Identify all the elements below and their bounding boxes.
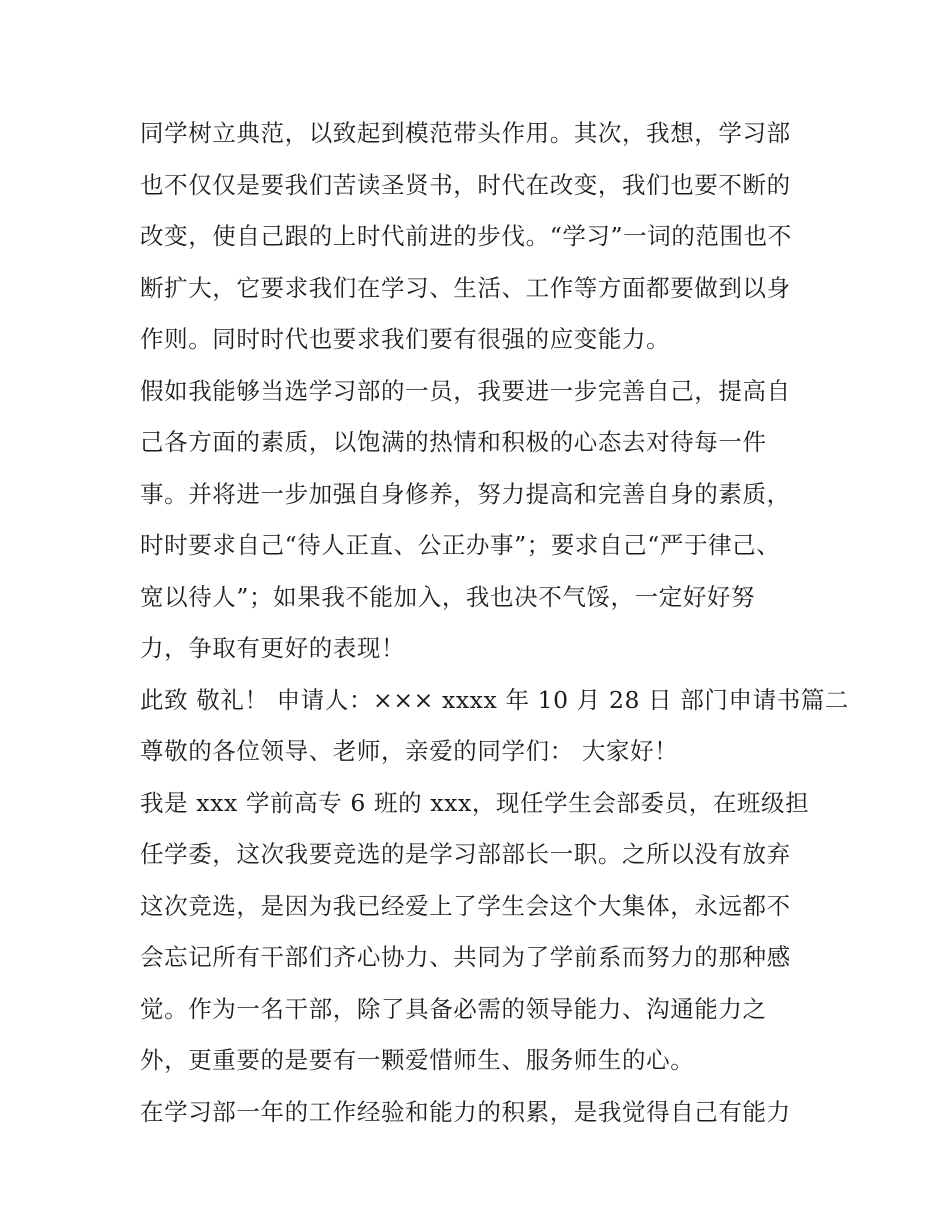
text-line: 同学树立典范，以致起到模范带头作用。其次，我想，学习部 xyxy=(140,119,791,147)
text-line: 觉。作为一名干部，除了具备必需的领导能力、沟通能力之 xyxy=(140,994,767,1023)
text-line: 尊敬的各位领导、老师，亲爱的同学们： 大家好！ xyxy=(140,737,679,765)
text-line: 宽以待人”；如果我不能加入，我也决不气馁，一定好好努 xyxy=(140,582,756,611)
text-line: 假如我能够当选学习部的一员，我要进一步完善自己，提高自 xyxy=(140,376,791,405)
text-line: 己各方面的素质，以饱满的热情和积极的心态去对待每一件 xyxy=(140,428,767,456)
text-line: 事。并将进一步加强自身修养，努力提高和完善自身的素质， xyxy=(140,479,791,508)
text-line: 断扩大，它要求我们在学习、生活、工作等方面都要做到以身 xyxy=(140,273,791,302)
text-line: 任学委，这次我要竞选的是学习部部长一职。之所以没有放弃 xyxy=(140,840,791,868)
text-line: 改变，使自己跟的上时代前进的步伐。“学习”一词的范围也不 xyxy=(140,222,792,250)
text-line: 这次竞选，是因为我已经爱上了学生会这个大集体，永远都不 xyxy=(140,891,791,920)
text-line: 作则。同时时代也要求我们要有很强的应变能力。 xyxy=(140,325,671,353)
text-line: 外，更重要的是要有一颗爱惜师生、服务师生的心。 xyxy=(140,1046,695,1074)
document-body xyxy=(140,108,850,1138)
text-line: 我是 xxx 学前高专 6 班的 xxx，现任学生会部委员，在班级担 xyxy=(140,788,810,817)
text-line: 力，争取有更好的表现！ xyxy=(140,634,406,662)
text-line: 此致 敬礼！ 申请人：××× xxxx 年 10 月 28 日 部门申请书篇二 xyxy=(140,685,850,714)
text-line: 在学习部一年的工作经验和能力的积累，是我觉得自己有能力 xyxy=(140,1097,791,1126)
text-line: 也不仅仅是要我们苦读圣贤书，时代在改变，我们也要不断的 xyxy=(140,170,791,199)
text-line: 时时要求自己“待人正直、公正办事”；要求自己“严于律己、 xyxy=(140,531,781,559)
text-line: 会忘记所有干部们齐心协力、共同为了学前系而努力的那种感 xyxy=(140,943,791,971)
